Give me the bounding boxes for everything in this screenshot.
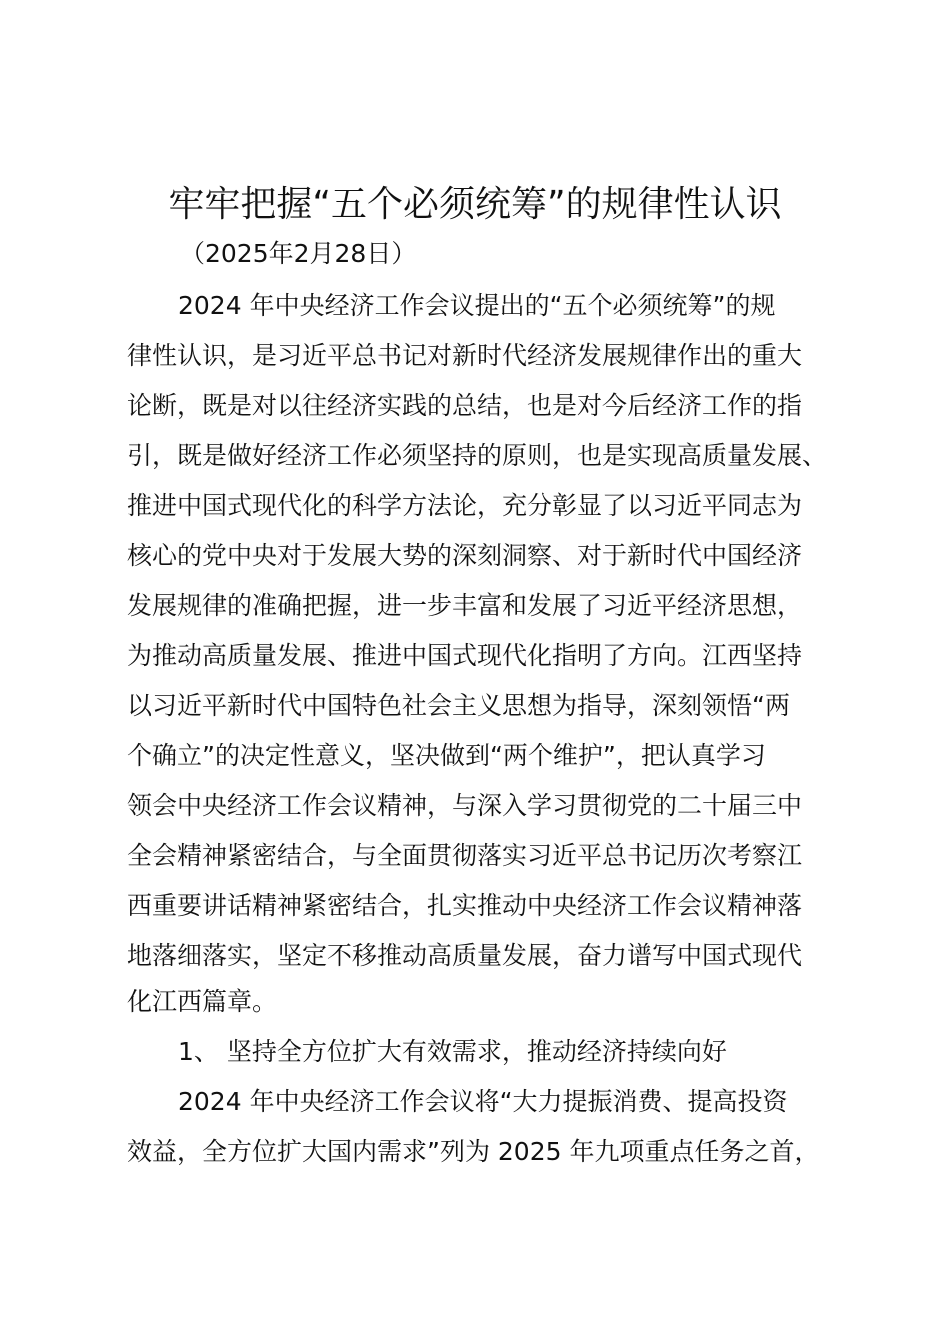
paragraph-line: 为推动高质量发展、推进中国式现代化指明了方向。江西坚持 <box>127 641 803 670</box>
paragraph-line: 发展规律的准确把握，进一步丰富和发展了习近平经济思想， <box>127 591 803 620</box>
paragraph-line: 地落细落实，坚定不移推动高质量发展，奋力谱写中国式现代 <box>127 941 803 970</box>
paragraph-line: 2024 年中央经济工作会议将“大力提振消费、提高投资 <box>178 1087 788 1116</box>
paragraph-line: 个确立”的决定性意义，坚决做到“两个维护”，把认真学习 <box>127 741 766 770</box>
paragraph-line: 推进中国式现代化的科学方法论，充分彰显了以习近平同志为 <box>127 491 803 520</box>
paragraph-line: 领会中央经济工作会议精神，与深入学习贯彻党的二十届三中 <box>127 791 803 820</box>
section-heading: 1、 坚持全方位扩大有效需求，推动经济持续向好 <box>178 1037 727 1066</box>
document-title: 牢牢把握“五个必须统筹”的规律性认识 <box>168 184 782 225</box>
paragraph-line: 全会精神紧密结合，与全面贯彻落实习近平总书记历次考察江 <box>127 841 803 870</box>
paragraph-line: 效益，全方位扩大国内需求”列为 2025 年九项重点任务之首， <box>127 1137 820 1166</box>
document-date: （2025年2月28日） <box>180 239 417 268</box>
paragraph-line: 以习近平新时代中国特色社会主义思想为指导，深刻领悟“两 <box>127 691 790 720</box>
paragraph-line: 核心的党中央对于发展大势的深刻洞察、对于新时代中国经济 <box>127 541 803 570</box>
paragraph-line: 化江西篇章。 <box>127 987 278 1016</box>
paragraph-line: 论断，既是对以往经济实践的总结，也是对今后经济工作的指 <box>127 391 803 420</box>
paragraph-line: 2024 年中央经济工作会议提出的“五个必须统筹”的规 <box>178 291 776 320</box>
paragraph-line: 西重要讲话精神紧密结合，扎实推动中央经济工作会议精神落 <box>127 891 803 920</box>
paragraph-line: 引，既是做好经济工作必须坚持的原则，也是实现高质量发展、 <box>127 441 828 470</box>
paragraph-line: 律性认识，是习近平总书记对新时代经济发展规律作出的重大 <box>127 341 803 370</box>
